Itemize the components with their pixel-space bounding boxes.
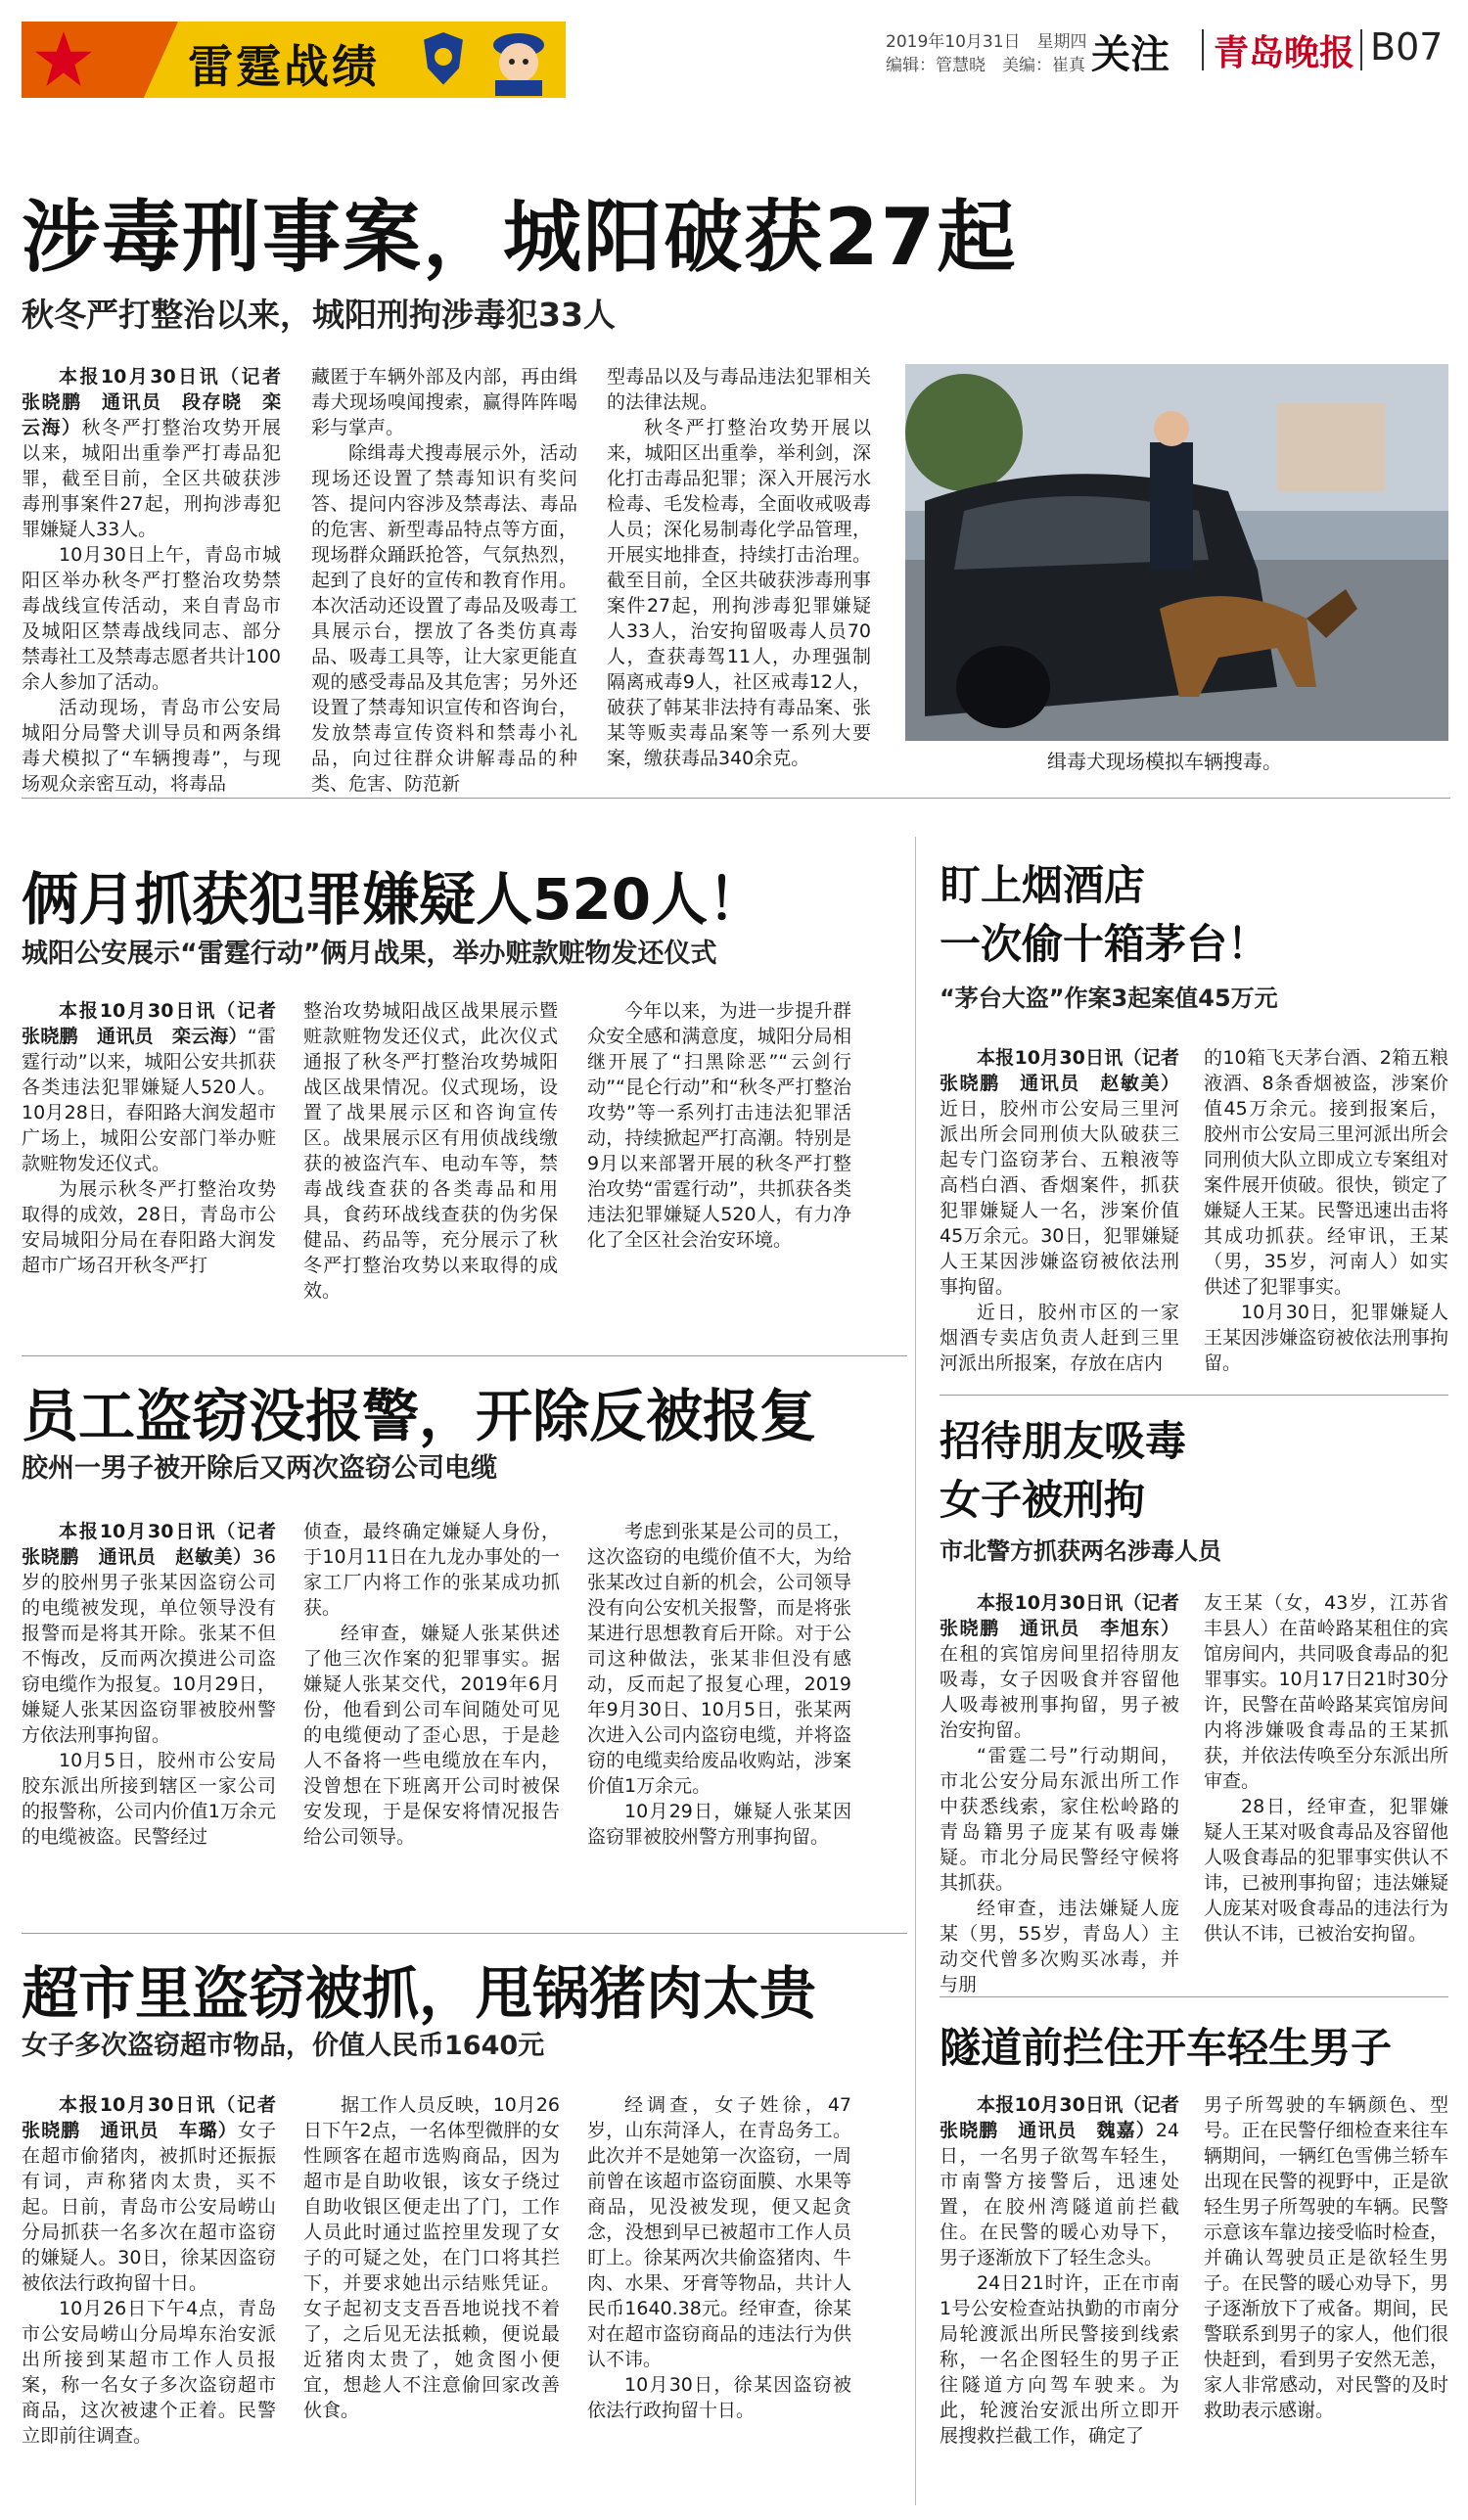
paragraph: 秋冬严打整治攻势开展以来，城阳区出重拳，举利剑，深化打击毒品犯罪；深入开展污水检毒、毛发检毒，全面收戒吸毒人员；深化易制毒化学品管理，开展实地排查，持续打击治理。截至目前，全区共破获涉毒刑事案件27起，刑拘涉毒犯罪嫌疑人33人，治安拘留吸毒人员70人，查获毒驾11人，办理强制隔离戒毒9人，社区戒毒12人，破获了韩某非法持有毒品案、张某等贩卖毒品案等一系列大要案，缴获毒品340余克。: [607, 417, 871, 769]
article5-headline-line2: 女子被刑拘: [940, 1476, 1146, 1524]
article1-headline: 涉毒刑事案，城阳破获27起: [22, 192, 1018, 283]
article4-col1: [22, 1519, 296, 1850]
article3-byline: 本报10月30日讯（记者 张晓鹏 通讯员 赵敏美）: [940, 1047, 1199, 1094]
article3-subheadline: “茅台大盗”作案3起案值45万元: [940, 985, 1278, 1012]
paragraph: 经审查，嫌疑人张某供述了他三次作案的犯罪事实。据嫌疑人张某交代，2019年6月份，他看到公司车间随处可见的电缆便动了歪心思，于是趁人不备将一些电缆放在车内，没曾想在下班离开公司时被保安发现，于是保安将情况报告给公司领导。: [303, 1623, 560, 1848]
page-number: B07: [1370, 25, 1444, 69]
paragraph: “雷霆二号”行动期间，市北公安分局东派出所工作中获悉线索，家住松岭路的青岛籍男子庞某有吸毒嫌疑。市北分局民警经守候将其抓获。: [940, 1745, 1179, 1894]
paragraph: 为展示秋冬严打整治攻势取得的成效，28日，青岛市公安局城阳分局在春阳路大润发超市广场召开秋冬严打: [22, 1178, 276, 1276]
column-divider: [915, 837, 916, 1385]
article7-col2: [1204, 2092, 1448, 2423]
paragraph: 今年以来，为进一步提升群众安全感和满意度，城阳分局相继开展了“扫黑除恶”“云剑行动”“昆仑行动”和“秋冬严打整治攻势”等一系列打击违法犯罪活动，持续掀起严打高潮。特别是9月以来部署开展的秋冬严打整治攻势“雷霆行动”，共抓获各类违法犯罪嫌疑人520人，有力净化了全区社会治安环境。: [587, 1000, 851, 1251]
article2-col2: [303, 998, 558, 1304]
paragraph: 10月30日，犯罪嫌疑人王某因涉嫌盗窃被依法刑事拘留。: [1204, 1302, 1448, 1374]
paragraph: 24日21时许，正在市南1号公安检查站执勤的市南分局轮渡派出所民警接到线索称，一名企图轻生的男子正往隧道方向驾车驶来。为此，轮渡治安派出所立即开展搜救拦截工作，确定了: [940, 2272, 1179, 2447]
article2-subheadline: 城阳公安展示“雷霆行动”俩月战果，举办赃款赃物发还仪式: [22, 939, 717, 969]
paragraph: 藏匿于车辆外部及内部，再由缉毒犬现场嗅闻搜索，赢得阵阵喝彩与掌声。: [311, 366, 577, 438]
article6-col2: [303, 2092, 560, 2423]
paragraph: 据工作人员反映，10月26日下午2点，一名体型微胖的女性顾客在超市选购商品，因为超市是自助收银，该女子绕过自助收银区便走出了门，工作人员此时通过监控里发现了女子的可疑之处，在门口将其拦下，并要求她出示结账凭证。女子起初支支吾吾地说找不着了，之后见无法抵赖，便说最近猪肉太贵了，她贪图小便宜，想趁人不注意偷回家改善伙食。: [303, 2094, 560, 2421]
police-cartoon-icon: [480, 25, 558, 96]
article3-headline-line1: 盯上烟酒店: [940, 861, 1146, 909]
article7-headline: 隧道前拦住开车轻生男子: [940, 2024, 1393, 2072]
paragraph: 友王某（女，43岁，江苏省丰县人）在苗岭路某租住的宾馆房间内，共同吸食毒品的犯罪事实。10月17日21时30分许，民警在苗岭路某宾馆房间内将涉嫌吸食毒品的王某抓获，并依法传唤至分东派出所审查。: [1204, 1592, 1448, 1792]
newspaper-logo: 青岛晚报: [1214, 32, 1355, 73]
article1-byline: 本报10月30日讯（记者 张晓鹏 通讯员 段存晓 栾云海）: [22, 366, 300, 438]
article1-col3: [607, 364, 871, 771]
paragraph: 在租的宾馆房间里招待朋友吸毒，女子因吸食并容留他人吸毒被刑事拘留，男子被治安拘留。: [940, 1643, 1179, 1741]
paragraph: 10月29日，嫌疑人张某因盗窃罪被胶州警方刑事拘留。: [587, 1801, 851, 1848]
paragraph: 近日，胶州市区的一家烟酒专卖店负责人赶到三里河派出所报案，存放在店内: [940, 1302, 1179, 1374]
paragraph: 10月30日，徐某因盗窃被依法行政拘留十日。: [587, 2374, 851, 2421]
article3-headline-line2: 一次偷十箱茅台！: [940, 920, 1269, 968]
paragraph: 经调查，女子姓徐，47岁，山东菏泽人，在青岛务工。此次并不是她第一次盗窃，一周前曾在该超市盗窃面膜、水果等商品，见没被发现，便又起贪念，没想到早已被超市工作人员盯上。徐某两次共偷盗猪肉、牛肉、水果、牙膏等物品，共计人民币1640.38元。经审查，徐某对在超市盗窃商品的违法行为供认不讳。: [587, 2094, 851, 2370]
article3-col2: [1204, 1045, 1448, 1376]
header-divider: [1202, 29, 1204, 70]
article2-col3: [587, 998, 851, 1253]
paragraph: 近日，胶州市公安局三里河派出所会同刑侦大队破获三起专门盗窃茅台、五粮液等高档白酒、香烟案件，抓获犯罪嫌疑人一名，涉案价值45万余元。30日，犯罪嫌疑人王某因涉嫌盗窃被依法刑事拘留。: [940, 1098, 1179, 1298]
article5-col1: [940, 1590, 1199, 1997]
article6-headline: 超市里盗窃被抓，甩锅猪肉太贵: [22, 1960, 817, 2027]
photo-caption: 缉毒犬现场模拟车辆搜毒。: [1047, 750, 1282, 773]
article6-col3: [587, 2092, 851, 2423]
article5-headline-line1: 招待朋友吸毒: [940, 1417, 1187, 1465]
masthead-title: 雷霆战绩: [188, 40, 380, 93]
article7-byline: 本报10月30日讯（记者 张晓鹏 通讯员 魏嘉）: [940, 2094, 1199, 2141]
paragraph: 整治攻势城阳战区战果展示暨赃款赃物发还仪式，此次仪式通报了秋冬严打整治攻势城阳战区战果情况。仪式现场，设置了战果展示区和咨询宣传区。战果展示区有用侦战线缴获的被盗汽车、电动车等，禁毒战线查获的各类毒品和用具，食药环战线查获的伪劣保健品、药品等，充分展示了秋冬严打整治攻势以来取得的成效。: [303, 1000, 558, 1302]
column-divider: [915, 1380, 916, 2505]
issue-date: 2019年10月31日 星期四: [886, 32, 1087, 52]
article1-subheadline: 秋冬严打整治以来，城阳刑拘涉毒犯33人: [22, 296, 616, 334]
article7-col1: [940, 2092, 1199, 2449]
article4-subheadline: 胶州一男子被开除后又两次盗窃公司电缆: [22, 1453, 497, 1484]
column-masthead: [22, 22, 566, 98]
section-rule: [22, 798, 1450, 799]
paragraph: 24日，一名男子欲驾车轻生，市南警方接警后，迅速处置，在胶州湾隧道前拦截住。在民警的暖心劝导下，男子逐渐放下了轻生念头。: [940, 2120, 1179, 2268]
paragraph: 活动现场，青岛市公安局城阳分局警犬训导员和两条缉毒犬模拟了“车辆搜毒”，与现场观众亲密互动，将毒品: [22, 697, 281, 795]
paragraph: 男子所驾驶的车辆颜色、型号。正在民警仔细检查来往车辆期间，一辆红色雪佛兰轿车出现在民警的视野中，正是欲轻生男子所驾驶的车辆。民警示意该车靠边接受临时检查，并确认驾驶员正是欲轻生男子。在民警的暖心劝导下，男子逐渐放下了戒备。期间，民警联系到男子的家人，他们很快赶到，看到男子安然无恙，家人非常感动，对民警的及时救助表示感谢。: [1204, 2094, 1448, 2421]
article1-col1: [22, 364, 300, 797]
photo-police-dog: [905, 364, 1448, 741]
paragraph: 10月30日上午，青岛市城阳区举办秋冬严打整治攻势禁毒战线宣传活动，来自青岛市及城阳区禁毒战线同志、部分禁毒社工及禁毒志愿者共计100余人参加了活动。: [22, 544, 281, 693]
section-rule: [940, 1395, 1448, 1396]
header-divider: [1360, 29, 1362, 70]
article5-col2: [1204, 1590, 1448, 1947]
paragraph: 28日，经审查，犯罪嫌疑人王某对吸食毒品及容留他人吸食毒品的犯罪事实供认不讳，已被刑事拘留；违法嫌疑人庞某对吸食毒品的违法行为供认不讳，已被治安拘留。: [1204, 1796, 1448, 1945]
paragraph: 型毒品以及与毒品违法犯罪相关的法律法规。: [607, 366, 871, 413]
article1-col2: [311, 364, 577, 797]
paragraph: 侦查，最终确定嫌疑人身份，于10月11日在九龙办事处的一家工厂内将工作的张某成功抓获。: [303, 1521, 560, 1619]
paragraph: 除缉毒犬搜毒展示外，活动现场还设置了禁毒知识有奖问答、提问内容涉及禁毒法、毒品的危害、新型毒品特点等方面，现场群众踊跃抢答，气氛热烈，起到了良好的宣传和教育作用。本次活动还设置了毒品及吸毒工具展示台，摆放了各类仿真毒品、吸毒工具等，让大家更能直观的感受毒品及其危害；另外还设置了禁毒知识宣传和咨询台，发放禁毒宣传资料和禁毒小礼品，向过往群众讲解毒品的种类、危害、防范新: [311, 442, 577, 795]
article3-col1: [940, 1045, 1199, 1376]
paragraph: 36岁的胶州男子张某因盗窃公司的电缆被发现，单位领导没有报警而是将其开除。张某不但不悔改，反而两次摸进公司盗窃电缆作为报复。10月29日，嫌疑人张某因盗窃罪被胶州警方依法刑事拘留。: [22, 1546, 276, 1746]
paragraph: “雷霆行动”以来，城阳公安共抓获各类违法犯罪嫌疑人520人。10月28日，春阳路大润发超市广场上，城阳公安部门举办赃款赃物发还仪式。: [22, 1026, 276, 1174]
article4-col2: [303, 1519, 560, 1850]
article6-subheadline: 女子多次盗窃超市物品，价值人民币1640元: [22, 2031, 545, 2061]
article2-byline: 本报10月30日讯（记者 张晓鹏 通讯员 栾云海）: [22, 1000, 296, 1047]
section-rule: [22, 1933, 907, 1934]
paragraph: 考虑到张某是公司的员工，这次盗窃的电缆价值不大，为给张某改过自新的机会，公司领导没有向公安机关报警，而是将张某进行思想教育后开除。对于公司这种做法，张某非但没有感动，反而起了报复心理，2019年9月30日、10月5日，张某两次进入公司内盗窃电缆，并将盗窃的电缆卖给废品收购站，涉案价值1万余元。: [587, 1521, 851, 1797]
red-star-icon: [33, 29, 94, 90]
article5-subheadline: 市北警方抓获两名涉毒人员: [940, 1537, 1221, 1565]
police-badge-icon: [421, 29, 466, 88]
article6-col1: [22, 2092, 296, 2449]
article5-byline: 本报10月30日讯（记者 张晓鹏 通讯员 李旭东）: [940, 1592, 1199, 1639]
article4-headline: 员工盗窃没报警，开除反被报复: [22, 1383, 817, 1449]
paragraph: 女子在超市偷猪肉，被抓时还振振有词，声称猪肉太贵，买不起。日前，青岛市公安局崂山分局抓获一名多次在超市盗窃的嫌疑人。30日，徐某因盗窃被依法行政拘留十日。: [22, 2120, 276, 2294]
article6-byline: 本报10月30日讯（记者 张晓鹏 通讯员 车璐）: [22, 2094, 296, 2141]
section-rule: [940, 1996, 1448, 1997]
paragraph: 秋冬严打整治攻势开展以来，城阳出重拳严打毒品犯罪，截至目前，全区共破获涉毒刑事案件27起，刑拘涉毒犯罪嫌疑人33人。: [22, 417, 281, 540]
paragraph: 经审查，违法嫌疑人庞某（男，55岁，青岛人）主动交代曾多次购买冰毒，并与朋: [940, 1898, 1179, 1995]
section-rule: [22, 1355, 907, 1356]
paragraph: 的10箱飞天茅台酒、2箱五粮液酒、8条香烟被盗，涉案价值45万余元。接到报案后，胶州市公安局三里河派出所会同刑侦大队立即成立专案组对案件展开侦破。很快，锁定了嫌疑人王某。民警迅速出击将其成功抓获。经审讯，王某（男，35岁，河南人）如实供述了犯罪事实。: [1204, 1047, 1448, 1298]
paragraph: 10月5日，胶州市公安局胶东派出所接到辖区一家公司的报警称，公司内价值1万余元的电缆被盗。民警经过: [22, 1750, 276, 1848]
article2-col1: [22, 998, 296, 1278]
section-name: 关注: [1091, 32, 1170, 77]
article4-byline: 本报10月30日讯（记者 张晓鹏 通讯员 赵敏美）: [22, 1521, 296, 1568]
article4-col3: [587, 1519, 851, 1850]
editor-credit: 编辑：管慧晓 美编：崔真: [886, 56, 1085, 75]
paragraph: 10月26日下午4点，青岛市公安局崂山分局埠东治安派出所接到某超市工作人员报案，称一名女子多次盗窃超市商品，这次被逮个正着。民警立即前往调查。: [22, 2298, 276, 2447]
article2-headline: 俩月抓获犯罪嫌疑人520人！: [22, 866, 765, 933]
